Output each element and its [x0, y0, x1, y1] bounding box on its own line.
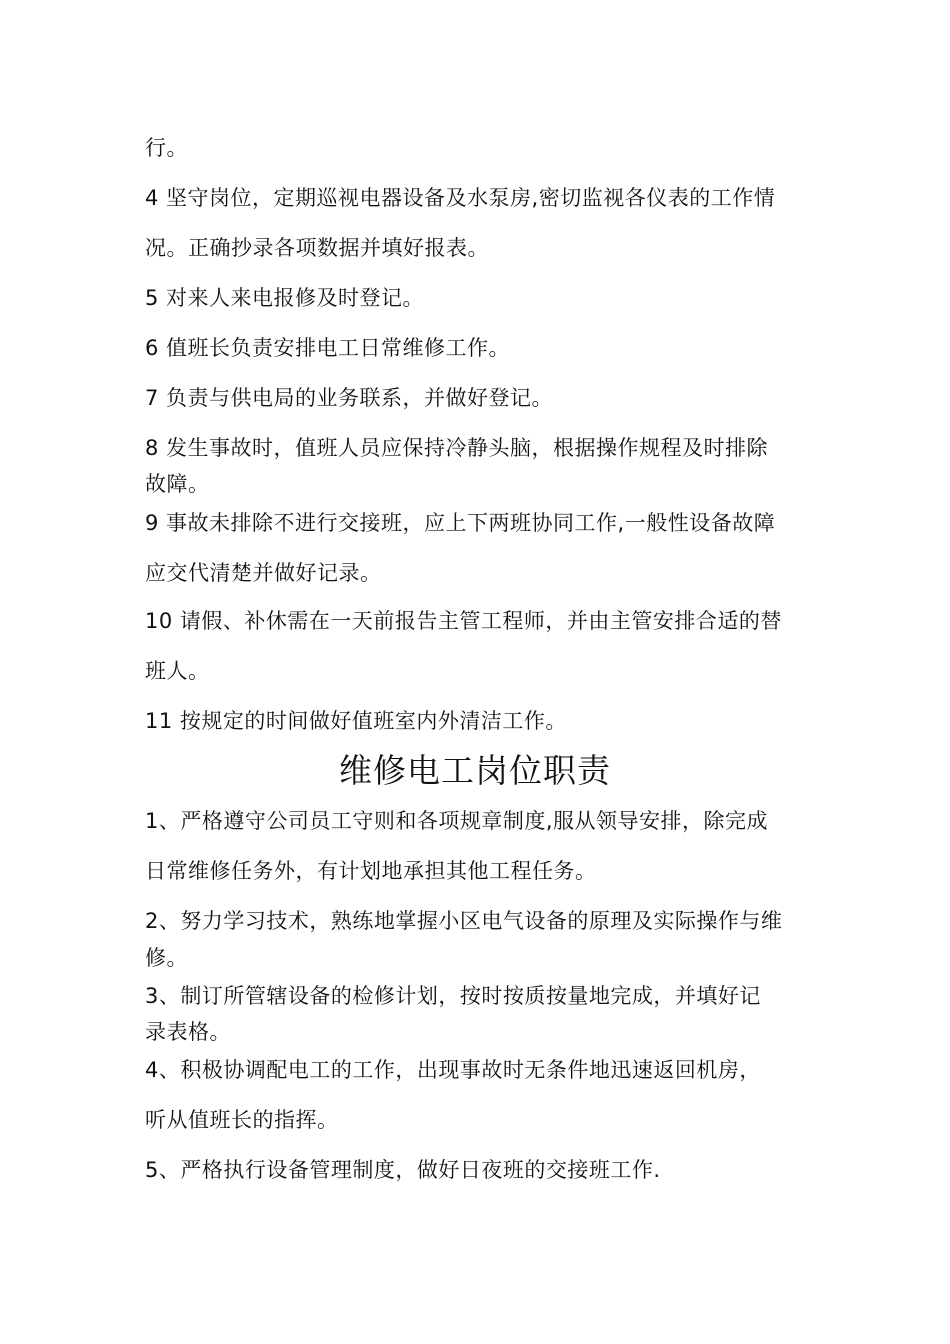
text-line: 4、积极协调配电工的工作，出现事故时无条件地迅速返回机房，: [145, 1058, 761, 1082]
text-line: 11 按规定的时间做好值班室内外清洁工作。: [145, 709, 567, 733]
text-line: 应交代清楚并做好记录。: [145, 561, 382, 585]
text-line: 5、严格执行设备管理制度，做好日夜班的交接班工作.: [145, 1158, 661, 1182]
text-line: 4 坚守岗位，定期巡视电器设备及水泵房,密切监视各仪表的工作情: [145, 186, 776, 210]
text-line: 况。正确抄录各项数据并填好报表。: [145, 236, 489, 260]
text-line: 2、努力学习技术，熟练地掌握小区电气设备的原理及实际操作与维: [145, 909, 783, 933]
text-line: 6 值班长负责安排电工日常维修工作。: [145, 336, 511, 360]
text-line: 日常维修任务外，有计划地承担其他工程任务。: [145, 859, 597, 883]
text-line: 5 对来人来电报修及时登记。: [145, 286, 425, 310]
text-line: 8 发生事故时，值班人员应保持冷静头脑，根据操作规程及时排除: [145, 436, 769, 460]
text-line: 录表格。: [145, 1020, 231, 1044]
text-line: 10 请假、补休需在一天前报告主管工程师，并由主管安排合适的替: [145, 609, 782, 633]
text-line: 1、严格遵守公司员工守则和各项规章制度,服从领导安排，除完成: [145, 809, 769, 833]
text-line: 修。: [145, 946, 188, 970]
text-line: 班人。: [145, 659, 210, 683]
text-line: 听从值班长的指挥。: [145, 1108, 339, 1132]
text-line: 行。: [145, 136, 188, 160]
text-line: 3、制订所管辖设备的检修计划，按时按质按量地完成，并填好记: [145, 984, 761, 1008]
text-line: 9 事故未排除不进行交接班，应上下两班协同工作,一般性设备故障: [145, 511, 776, 535]
text-line: 7 负责与供电局的业务联系，并做好登记。: [145, 386, 554, 410]
text-line: 故障。: [145, 472, 210, 496]
section-title: 维修电工岗位职责: [339, 751, 611, 790]
